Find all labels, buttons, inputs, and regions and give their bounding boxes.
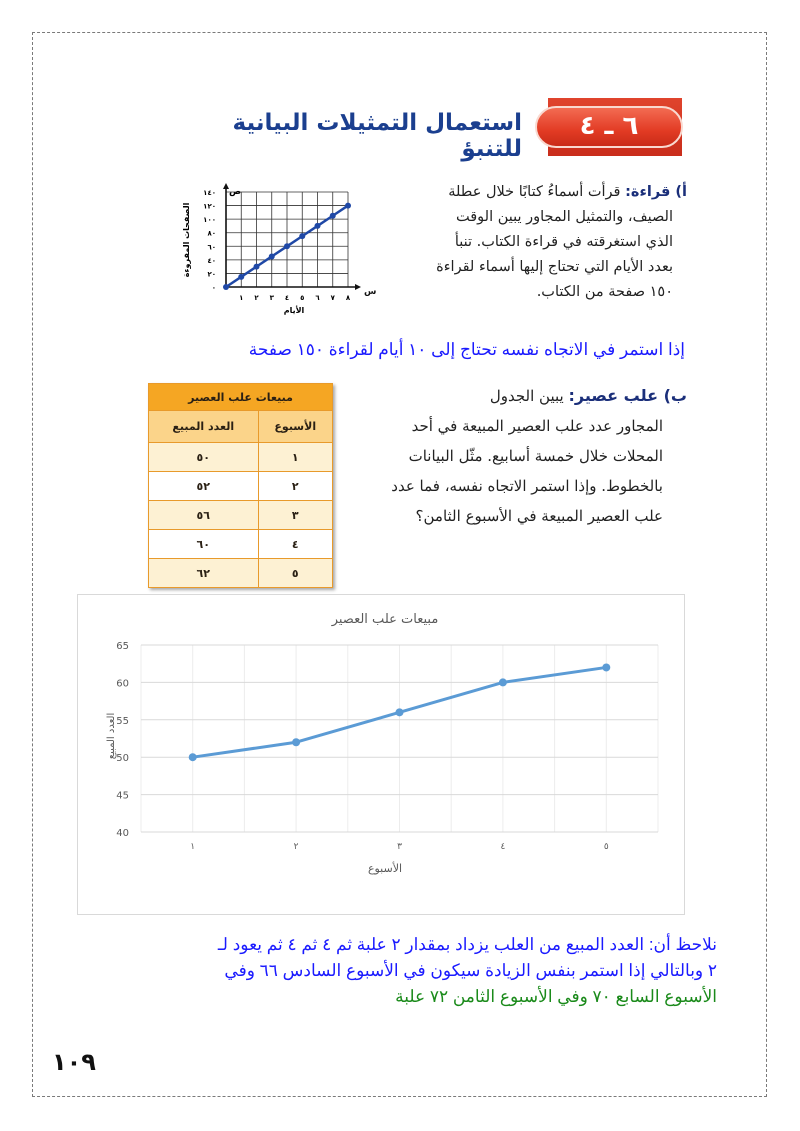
week-cell: ٢ xyxy=(258,472,332,501)
y-tick-label: 60 xyxy=(116,678,129,690)
reading-graph-y-ticks xyxy=(203,189,216,292)
table-row xyxy=(149,530,333,559)
data-point xyxy=(223,284,229,290)
y-axis-letter: ص xyxy=(229,187,242,197)
problem-b-line-2: المجاور عدد علب العصير المبيعة في أحد xyxy=(411,417,663,435)
count-cell: ٦٢ xyxy=(149,559,259,588)
table-row xyxy=(149,472,333,501)
table-row xyxy=(149,501,333,530)
y-tick-label: ١٠٠ xyxy=(203,216,216,225)
table-row xyxy=(149,559,333,588)
bottom-note xyxy=(95,932,717,1010)
problem-a-line-4: بعدد الأيام التي تحتاج إليها أسماء لقراءة xyxy=(436,259,673,275)
sales-chart-ylabel: العدد المبيع xyxy=(106,712,117,760)
problem-a-line-5: ١٥٠ صفحة من الكتاب. xyxy=(536,284,673,300)
data-point xyxy=(189,753,197,761)
y-tick-label: ٠ xyxy=(211,284,216,292)
y-tick-label: ١٢٠ xyxy=(203,202,216,211)
reading-graph-grid xyxy=(226,192,348,287)
x-tick-label: ١ xyxy=(239,294,244,302)
problem-a-line-3: الذي استغرقته في قراءة الكتاب. تنبأ xyxy=(454,234,673,250)
x-tick-label: ٥ xyxy=(300,294,305,302)
bottom-note-line-3: الأسبوع السابع ٧٠ وفي الأسبوع الثامن ٧٢ علبة xyxy=(395,987,717,1006)
data-point xyxy=(299,233,305,239)
problem-a-line-1: أ) قراءة: قرأت أسماءُ كتابًا خلال عطلة xyxy=(448,184,687,200)
week-cell: ٥ xyxy=(258,559,332,588)
lesson-title: استعمال التمثيلات البيانية للتنبؤ xyxy=(232,110,522,162)
data-point xyxy=(292,738,300,746)
count-cell: ٥٢ xyxy=(149,472,259,501)
problem-a-line-2: الصيف، والتمثيل المجاور يبين الوقت xyxy=(455,209,673,225)
y-tick-label: ٦٠ xyxy=(207,243,216,252)
x-tick-label: ٤ xyxy=(284,294,290,302)
reading-graph-xlabel: الأيام xyxy=(283,306,305,315)
problem-b-line-1: ب) علب عصير: يبين الجدول xyxy=(489,386,687,405)
x-tick-label: ٣ xyxy=(269,294,274,302)
data-point xyxy=(269,253,275,259)
x-axis-letter: س xyxy=(364,287,376,297)
y-tick-label: 45 xyxy=(116,790,129,802)
y-tick-label: 65 xyxy=(116,641,129,652)
x-tick-label: ٢ xyxy=(293,842,299,852)
bottom-note-line-1: نلاحظ أن: العدد المبيع من العلب يزداد بمقدار ٢ علبة ثم ٤ ثم ٤ ثم يعود لـ xyxy=(217,935,717,954)
y-tick-label: ٤٠ xyxy=(207,256,216,265)
data-point xyxy=(602,663,610,671)
x-tick-label: ٦ xyxy=(315,294,320,302)
sales-chart-title: مبيعات علب العصير xyxy=(331,612,439,627)
x-tick-label: ٣ xyxy=(397,842,402,852)
sales-chart-xlabel: الأسبوع xyxy=(367,862,403,875)
count-cell: ٥٠ xyxy=(149,443,259,472)
y-tick-label: 40 xyxy=(116,828,129,839)
y-tick-label: ٢٠ xyxy=(207,270,216,279)
sales-table-caption: مبيعات علب العصير xyxy=(149,384,333,411)
lesson-number-badge: ٦ ـ ٤ xyxy=(535,106,683,148)
y-tick-label: ١٤٠ xyxy=(203,189,216,197)
data-point xyxy=(499,678,507,686)
problem-a-answer: إذا استمر في الاتجاه نفسه تحتاج إلى ١٠ أيام لقراءة ١٥٠ صفحة xyxy=(248,340,685,359)
data-point xyxy=(345,203,351,209)
problem-a-label: أ) قراءة: xyxy=(625,184,687,200)
x-tick-label: ٧ xyxy=(330,294,335,302)
table-row xyxy=(149,443,333,472)
week-cell: ١ xyxy=(258,443,332,472)
y-tick-label: 50 xyxy=(116,753,129,765)
page-number: ١٠٩ xyxy=(52,1048,96,1076)
data-point xyxy=(238,274,244,280)
reading-graph xyxy=(176,180,376,320)
x-tick-label: ١ xyxy=(190,842,196,852)
x-tick-label: ٢ xyxy=(254,294,259,302)
data-point xyxy=(284,243,290,249)
data-point xyxy=(330,213,336,219)
reading-graph-ylabel: الصفحات المقروءة xyxy=(182,202,191,278)
data-point xyxy=(254,264,260,270)
count-cell: ٦٠ xyxy=(149,530,259,559)
problem-b-line-3: المحلات خلال خمسة أسابيع. مثّل البيانات xyxy=(408,447,663,465)
sales-table-header-week: الأسبوع xyxy=(258,411,332,443)
week-cell: ٣ xyxy=(258,501,332,530)
x-tick-label: ٨ xyxy=(345,294,351,302)
x-tick-label: ٥ xyxy=(603,842,609,852)
x-axis-arrow xyxy=(355,284,361,290)
sales-table xyxy=(148,383,333,588)
bottom-note-line-2: ٢ وبالتالي إذا استمر بنفس الزيادة سيكون في الأسبوع السادس ٦٦ وفي xyxy=(224,961,717,980)
problem-b-line-4: بالخطوط. وإذا استمر الاتجاه نفسه، فما عدد xyxy=(391,477,663,495)
reading-graph-x-ticks xyxy=(239,294,351,302)
data-point xyxy=(396,708,404,716)
sales-table-header-count: العدد المبيع xyxy=(149,411,259,443)
y-tick-label: ٨٠ xyxy=(207,229,216,238)
week-cell: ٤ xyxy=(258,530,332,559)
problem-a xyxy=(395,180,687,305)
count-cell: ٥٦ xyxy=(149,501,259,530)
sales-chart xyxy=(77,594,685,915)
x-tick-label: ٤ xyxy=(500,842,506,852)
data-point xyxy=(315,223,321,229)
problem-b-label: ب) علب عصير: xyxy=(568,386,687,405)
y-tick-label: 55 xyxy=(116,715,129,727)
problem-b xyxy=(352,381,687,531)
problem-b-line-5: علب العصير المبيعة في الأسبوع الثامن؟ xyxy=(415,507,663,525)
